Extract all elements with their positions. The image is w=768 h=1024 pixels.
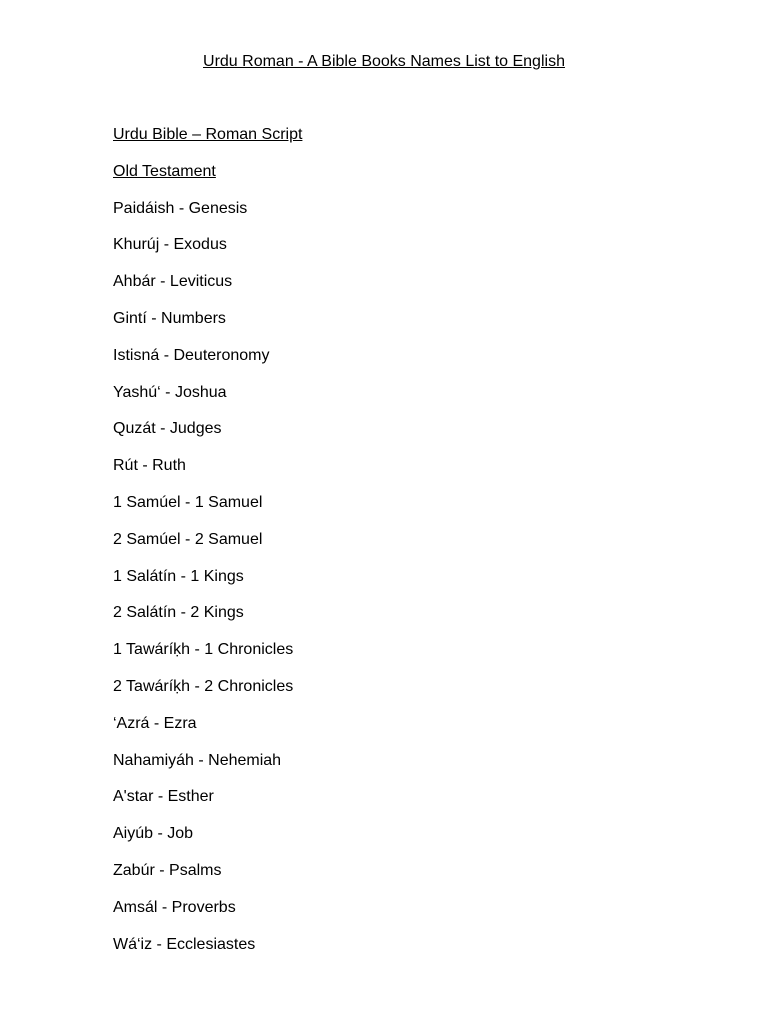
- book-entry: 1 Salátín - 1 Kings: [113, 567, 244, 585]
- section-heading: Urdu Bible – Roman Script: [113, 126, 303, 143]
- book-list: [113, 125, 302, 971]
- book-entry: A'star - Esther: [113, 788, 214, 806]
- book-entry: Yashú‘ - Joshua: [113, 383, 227, 401]
- book-entry: Wá‘iz - Ecclesiastes: [113, 935, 256, 953]
- book-entry: 2 Samúel - 2 Samuel: [113, 530, 263, 548]
- book-entry: Nahamiyáh - Nehemiah: [113, 751, 282, 769]
- book-entry: Ahbár - Leviticus: [113, 273, 233, 291]
- book-entry: Paidáish - Genesis: [113, 199, 248, 217]
- book-entry: Rút - Ruth: [113, 457, 186, 475]
- book-entry: Gintí - Numbers: [113, 309, 226, 327]
- book-entry: Istisná - Deuteronomy: [113, 346, 270, 364]
- book-entry: Aiyúb - Job: [113, 825, 194, 843]
- book-entry: Khurúj - Exodus: [113, 236, 227, 254]
- book-entry: 1 Tawáríḳh - 1 Chronicles: [113, 641, 294, 659]
- book-entry: 2 Tawáríḳh - 2 Chronicles: [113, 677, 294, 695]
- book-entry: Quzát - Judges: [113, 420, 222, 438]
- subsection-heading: Old Testament: [113, 162, 216, 180]
- book-entry: 2 Salátín - 2 Kings: [113, 604, 244, 622]
- book-entry: Amsál - Proverbs: [113, 898, 236, 916]
- book-entry: 1 Samúel - 1 Samuel: [113, 493, 263, 511]
- book-entry: ‘Azrá - Ezra: [113, 714, 197, 732]
- document-title: Urdu Roman - A Bible Books Names List to English: [203, 53, 565, 70]
- book-entry: Zabúr - Psalms: [113, 861, 222, 879]
